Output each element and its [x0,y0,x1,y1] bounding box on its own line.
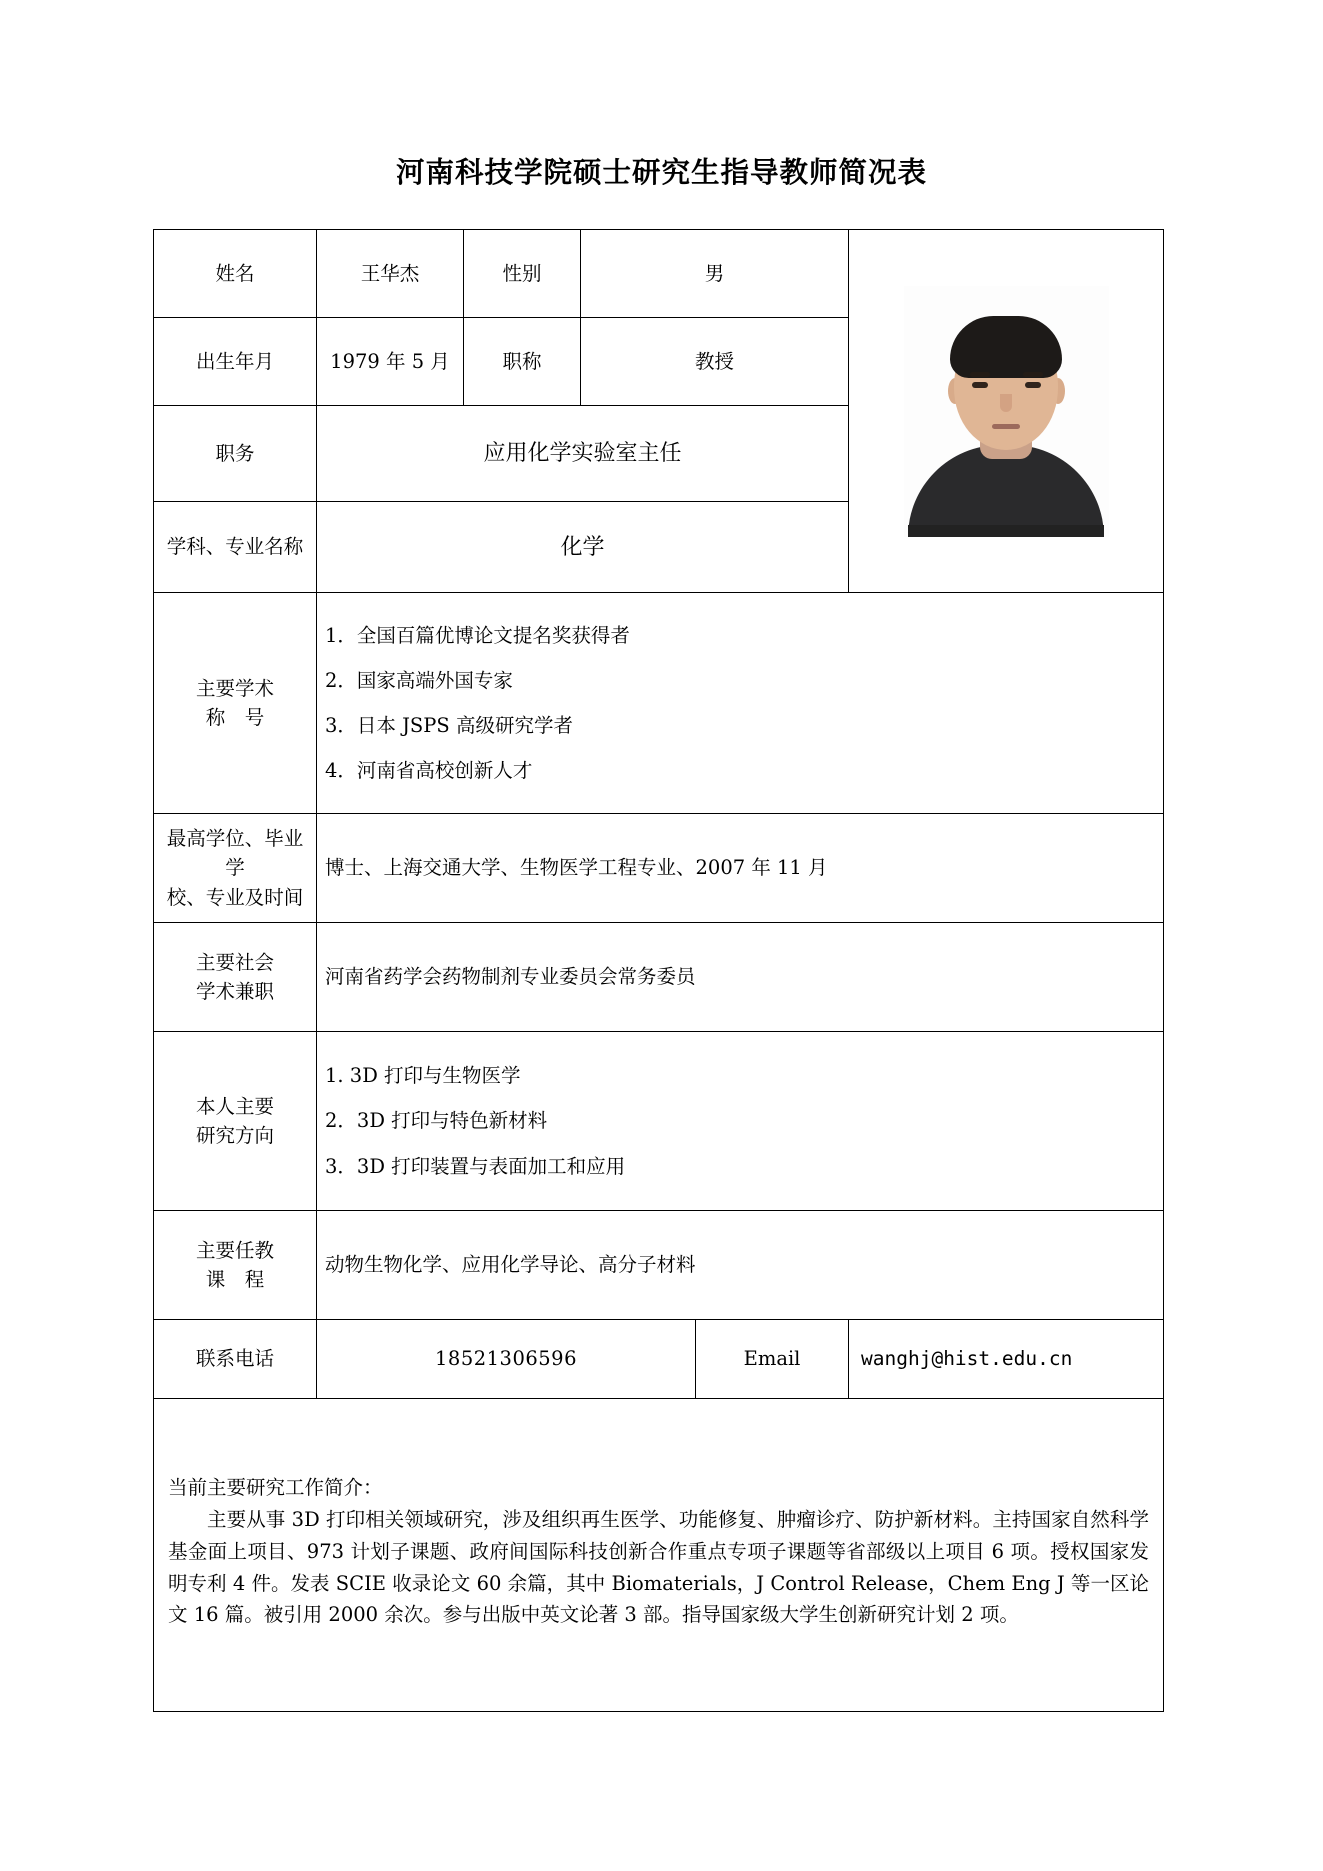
table-row-name [154,230,1164,318]
label-academic-titles-line1: 主要学术 [195,676,274,700]
label-birth: 出生年月 [154,318,317,406]
label-courses [154,1211,317,1320]
label-degree-line1: 最高学位、毕业学 [166,827,304,880]
table-row-contact [154,1320,1164,1399]
label-email: Email [696,1320,849,1399]
label-social [154,923,317,1032]
label-post: 职务 [154,406,317,502]
table-row-social [154,923,1164,1032]
list-item: 3．3D 打印装置与表面加工和应用 [325,1154,626,1178]
label-gender: 性别 [464,230,581,318]
research-intro-body: 主要从事 3D 打印相关领域研究，涉及组织再生医学、功能修复、肿瘤诊疗、防护新材料。主持国家自然科学基金面上项目、973 计划子课题、政府间国际科技创新合作重点专项子课题等省部级以上项目 6 项。授权国家发明专利 4 件。发表 SCIE 收录论文 60 余篇，其中 Biomaterials，J Control Release，Chem Eng J 等一区论文 16 篇。被引用 2000 余次。参与出版中英文论著 3 部。指导国家级大学生创新研究计划 2 项。 [168,1508,1150,1627]
label-social-line1: 主要社会 [195,950,274,974]
table-row-intro [154,1399,1164,1712]
list-item: 2．3D 打印与特色新材料 [325,1109,548,1133]
list-item: 4．河南省高校创新人才 [325,759,533,783]
list-item: 1. 3D 打印与生物医学 [325,1064,521,1088]
value-email: wanghj@hist.edu.cn [849,1320,1164,1399]
value-birth: 1979 年 5 月 [317,318,464,406]
value-degree: 博士、上海交通大学、生物医学工程专业、2007 年 11 月 [317,814,1164,923]
value-discipline: 化学 [317,502,849,593]
label-phone: 联系电话 [154,1320,317,1399]
table-row-academic-titles [154,593,1164,814]
teacher-profile-table [153,229,1164,1712]
label-name: 姓名 [154,230,317,318]
label-research-line2: 研究方向 [195,1124,274,1147]
portrait-photo-cell [849,230,1164,593]
label-academic-titles-line2: 称 号 [205,706,265,729]
label-research-line1: 本人主要 [195,1094,274,1118]
value-academic-titles [317,593,1164,814]
research-intro-title: 当前主要研究工作简介： [168,1476,383,1500]
table-row-courses [154,1211,1164,1320]
label-discipline: 学科、专业名称 [154,502,317,593]
label-title: 职称 [464,318,581,406]
label-degree [154,814,317,923]
list-item: 3．日本 JSPS 高级研究学者 [325,714,573,737]
table-row-research [154,1032,1164,1211]
avatar [904,286,1109,537]
label-research [154,1032,317,1211]
value-post: 应用化学实验室主任 [317,406,849,502]
value-social: 河南省药学会药物制剂专业委员会常务委员 [317,923,1164,1032]
value-name: 王华杰 [317,230,464,318]
value-research [317,1032,1164,1211]
page-title: 河南科技学院硕士研究生指导教师简况表 [395,155,927,189]
value-phone: 18521306596 [317,1320,696,1399]
value-title: 教授 [581,318,849,406]
value-gender: 男 [581,230,849,318]
label-courses-line2: 课 程 [205,1268,265,1291]
list-item: 1．全国百篇优博论文提名奖获得者 [325,623,630,647]
table-row-degree [154,814,1164,923]
label-academic-titles [154,593,317,814]
label-social-line2: 学术兼职 [195,980,274,1003]
research-intro-cell [154,1399,1164,1712]
value-courses: 动物生物化学、应用化学导论、高分子材料 [317,1211,1164,1320]
label-degree-line2: 校、专业及时间 [166,885,304,909]
label-courses-line1: 主要任教 [195,1238,274,1262]
list-item: 2．国家高端外国专家 [325,668,513,692]
